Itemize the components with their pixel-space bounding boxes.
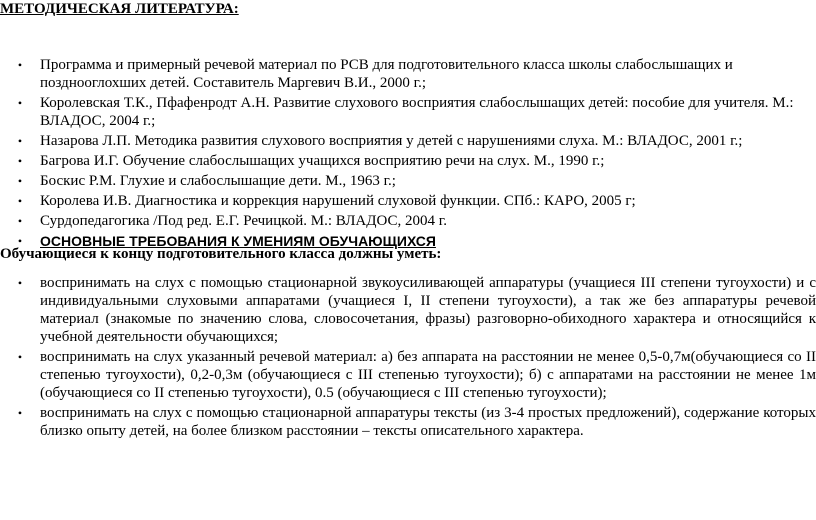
bullet-dot-icon: • [17,276,23,290]
list-item [0,94,816,130]
list-item [0,192,816,210]
bullet-dot-icon: • [17,154,23,168]
reference-text: Назарова Л.П. Методика развития слухового восприятия у детей с нарушениями слуха. М.: ВЛАДОС, 2001 г.; [40,133,743,149]
bullet-dot-icon: • [17,58,23,72]
bullet-dot-icon: • [17,406,23,420]
bullet-dot-icon: • [17,234,23,248]
list-item [0,212,816,230]
skills-list [0,274,816,442]
bullet-dot-icon: • [17,214,23,228]
reference-text: Багрова И.Г. Обучение слабослышащих учащихся восприятию речи на слух. М., 1990 г.; [40,153,605,169]
list-item [0,132,816,150]
section-subheading: Обучающиеся к концу подготовительного класса должны уметь: [0,246,442,262]
list-item [0,348,816,402]
references-list [0,56,816,253]
skill-text: воспринимать на слух с помощью стационарной звукоусиливающей аппаратуры (учащиеся III степени тугоухости) и с индивидуальными слуховыми аппаратами (учащиеся I, II степени тугоухости), а так же без аппаратуры речевой материал (знакомые по значению слова, словосочетания, фразы) разговорно-обиходного характера и относящийся к учебной деятельности обучающихся; [40,275,816,345]
skill-text: воспринимать на слух с помощью стационарной аппаратуры тексты (из 3-4 простых предложений), содержание которых близко опыту детей, на более близком расстоянии – тексты описательного характера. [40,405,816,439]
bullet-dot-icon: • [17,134,23,148]
page-title: МЕТОДИЧЕСКАЯ ЛИТЕРАТУРА: [0,1,239,17]
reference-text: Королева И.В. Диагностика и коррекция нарушений слуховой функции. СПб.: КАРО, 2005 г; [40,193,636,209]
reference-text: Программа и примерный речевой материал по РСВ для подготовительного класса школы слабослышащих и позднооглохших детей. Составитель Маргевич В.И., 2000 г.; [40,57,733,91]
reference-text: Сурдопедагогика /Под ред. Е.Г. Речицкой. М.: ВЛАДОС, 2004 г. [40,213,447,229]
bullet-dot-icon: • [17,194,23,208]
list-item [0,404,816,440]
list-item [0,56,816,92]
list-item [0,172,816,190]
reference-text: Боскис Р.М. Глухие и слабослышащие дети. М., 1963 г.; [40,173,396,189]
list-item [0,152,816,170]
bullet-dot-icon: • [17,96,23,110]
reference-text: Королевская Т.К., Пфафенродт А.Н. Развитие слухового восприятия слабослышащих детей: пособие для учителя. М.: ВЛАДОС, 2004 г.; [40,95,794,129]
bullet-dot-icon: • [17,350,23,364]
bullet-dot-icon: • [17,174,23,188]
requirements-heading: ОСНОВНЫЕ ТРЕБОВАНИЯ К УМЕНИЯМ ОБУЧАЮЩИХСЯ [40,233,436,249]
skill-text: воспринимать на слух указанный речевой материал: а) без аппарата на расстоянии не менее 0,5-0,7м(обучающиеся со II степенью тугоухости), 0,2-0,3м (обучающиеся с III степенью тугоухости); б) с аппаратами на расстоянии не менее 1м (обучающиеся со II степенью тугоухости), 0.5 (обучающиеся с III степенью тугоухости); [40,349,816,401]
list-item [0,274,816,346]
